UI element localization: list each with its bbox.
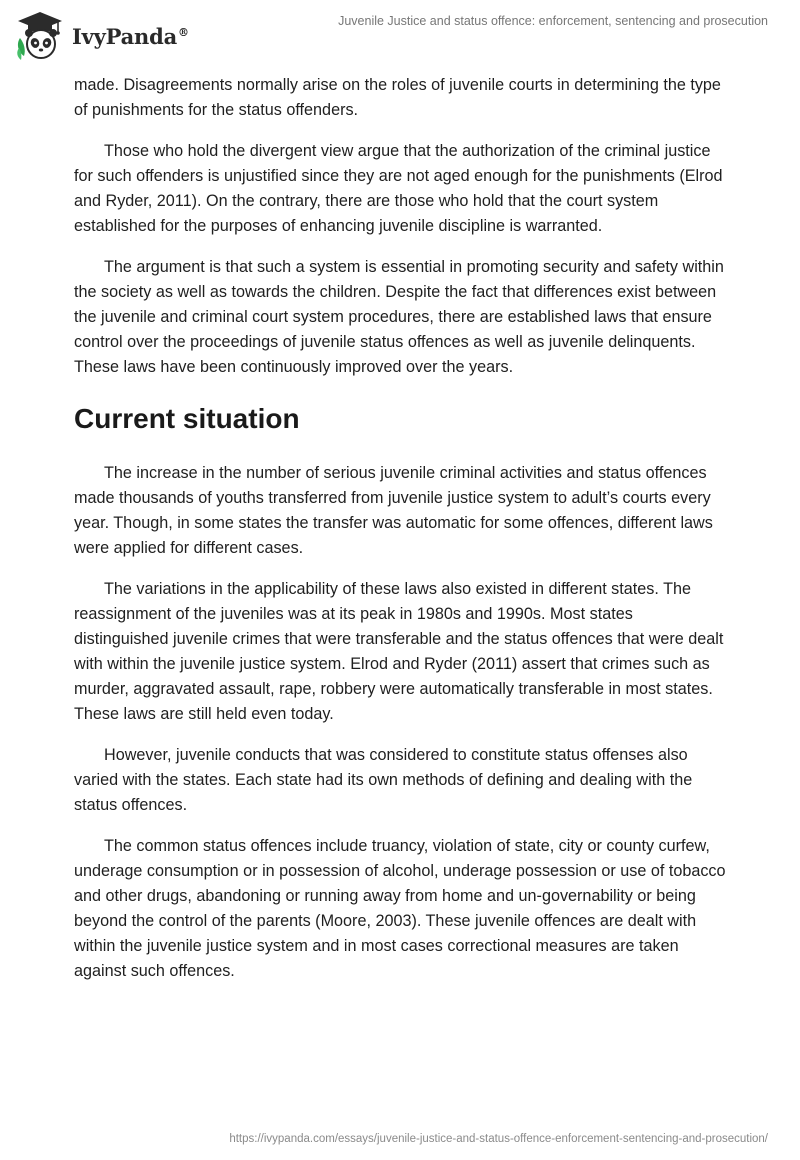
document-title: Juvenile Justice and status offence: enforcement, sentencing and prosecution bbox=[338, 14, 768, 28]
ivypanda-logo[interactable] bbox=[14, 10, 189, 62]
section-heading: Current situation bbox=[74, 403, 300, 434]
paragraph: However, juvenile conducts that was considered to constitute status offenses also varied with the states. Each state had its own methods of defining and dealing with the status offences. bbox=[74, 746, 693, 814]
page-header bbox=[0, 0, 800, 70]
logo-wordmark: IvyPanda® bbox=[72, 23, 189, 49]
paragraph: The increase in the number of serious juvenile criminal activities and status offences made thousands of youths transferred from juvenile justice system to adult’s courts every year. Though, in some states the transfer was automatic for some offences, different laws were applied for different cases. bbox=[74, 464, 713, 557]
paragraph: The common status offences include truancy, violation of state, city or county curfew, underage consumption or in possession of alcohol, underage possession or use of tobacco and other drugs, abandoning or running away from home and un-governability or being beyond the control of the parents (Moore, 2003). These juvenile offences are dealt with within the juvenile justice system and in most cases correctional measures are taken against such offences. bbox=[74, 837, 726, 980]
paragraph: The argument is that such a system is essential in promoting security and safety within the society as well as towards the children. Despite the fact that differences exist between the juvenile and criminal court system procedures, there are established laws that ensure control over the proceedings of juvenile status offences as well as juvenile delinquents. These laws have been continuously improved over the years. bbox=[74, 258, 724, 376]
panda-graduate-icon bbox=[14, 10, 66, 62]
paragraph: The variations in the applicability of these laws also existed in different states. The reassignment of the juveniles was at its peak in 1980s and 1990s. Most states distinguished juvenile crimes that were transferable and the status offences that were dealt with within the juvenile justice system. Elrod and Ryder (2011) assert that crimes such as murder, aggravated assault, rape, robbery were automatically transferable in most states. These laws are still held even today. bbox=[74, 580, 724, 723]
article-body bbox=[74, 73, 728, 1000]
paragraph: Those who hold the divergent view argue that the authorization of the criminal justice for such offenders is unjustified since they are not aged enough for the punishments (Elrod and Ryder, 2011). On the contrary, there are those who hold that the court system established for the purposes of enhancing juvenile discipline is warranted. bbox=[74, 142, 723, 235]
paragraph: made. Disagreements normally arise on the roles of juvenile courts in determining the type of punishments for the status offenders. bbox=[74, 76, 721, 119]
source-url[interactable]: https://ivypanda.com/essays/juvenile-justice-and-status-offence-enforcement-sentencing-and-prosecution/ bbox=[229, 1133, 768, 1145]
